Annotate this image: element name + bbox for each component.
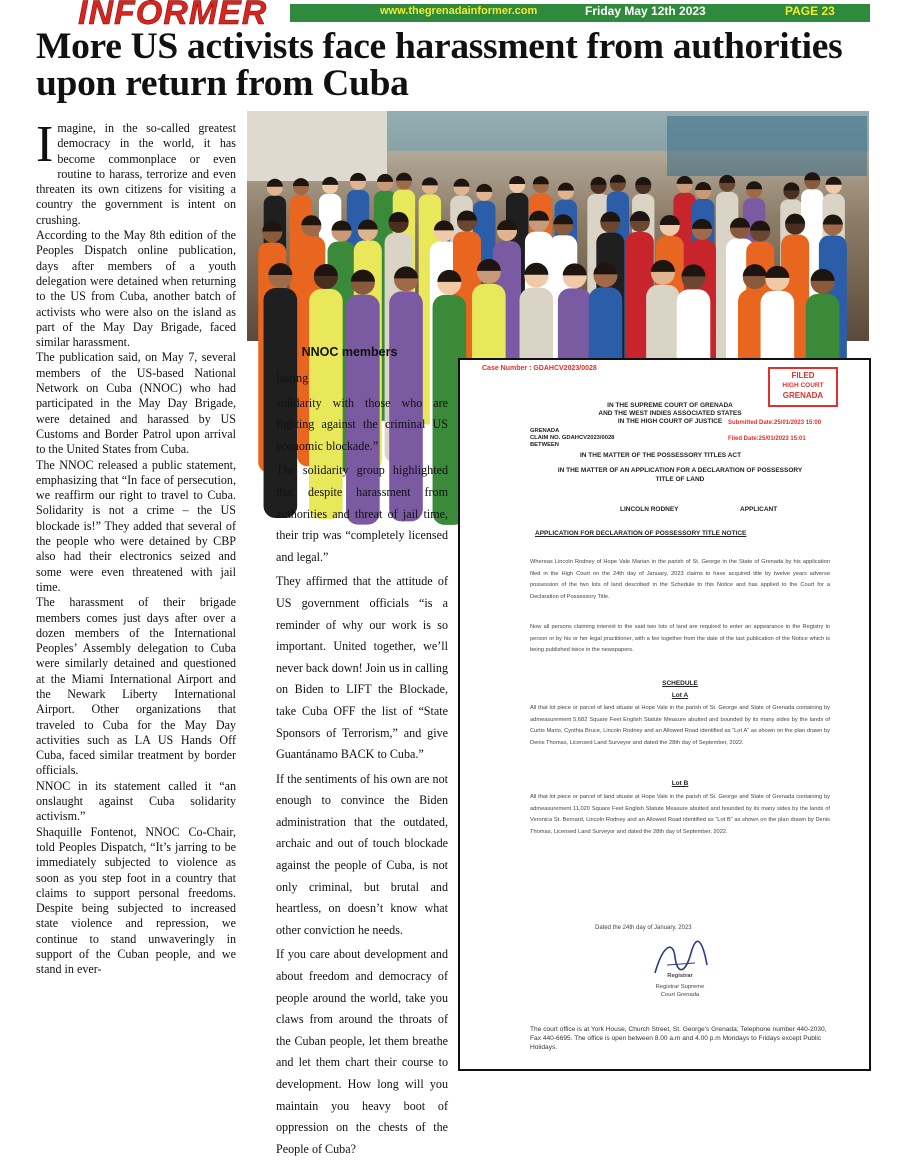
lot-b-description: All that lot piece or parcel of land situate at Hope Vale in the parish of St. George and State of Grenada containing by admeasurement 11,020 Square Feet English Statute Measure abutted and bounded by its many sides by the lands of Veronica St. Bernard, Lincoln Rodney and an Allowed Road identified as “Lot B” as shown on the plan drawn by Denis Thomas, Licensed Land Surveyor and dated the 28th day of September, 2022. [530,794,830,835]
lot-a-description: All that lot piece or parcel of land situate at Hope Vale in the parish of St. George and State of Grenada containing by admeasurement 5,682 Square Feet English Statute Measure abutted and bounded by its many sides by the lands of Curtis Mario, Cynthia Bruce, Lincoln Rodney and an Allowed Road identified as “Lot A” as shown on the plan drawn by Denis Thomas, Licensed Land Surveyor and dated the 28th day of September, 2022. [530,705,830,746]
lot-b-heading: Lot B [671,780,689,787]
masthead-bar [290,4,870,22]
article-paragraph: solidarity with those who are fighting against the criminal US economic blockade.” [276,395,448,453]
registrar-label: Registrar [667,973,693,979]
article-paragraph: If the sentiments of his own are not enough to convince the Biden administration that the outdated, archaic and out of touch blockade against the people of Cuba, is not only criminal, but brutal and heartless, on doesn’t know what other conviction he needs. [276,771,448,937]
applicant-name: LINCOLN RODNEY [620,506,679,513]
photo-caption: NNOC members [301,345,398,359]
article-paragraph: Shaquille Fontenot, NNOC Co-Chair, told Peoples Dispatch, “It’s jarring to be immediately subjected to violence as soon as you step foot in a country that claims to support personal freedoms. Despite being subjected to increased state violence and repression, we continue to stand unwaveringly in support of the Cuban people, and we stand in ever- [36,824,236,977]
masthead-url[interactable]: www.thegrenadainformer.com [380,5,538,17]
matter-line-1: IN THE MATTER OF THE POSSESSORY TITLES ACT [580,452,742,459]
group-photo [247,111,869,341]
court-notice [458,358,871,1071]
notice-paragraph-1: Whereas Lincoln Rodney of Hope Vale Marian in the parish of St. George in the State of Grenada by his application filed in the High Court on the 24th day of January, 2023 claims to have acquired title by twelve years adverse possession of the two lots of land described in the Schedule to this Notice and has applied to the Court for a Declaration of Possessory Title. [530,559,830,600]
article-paragraph: The publication said, on May 7, several members of the US-based National Network on Cuba (NNOC) who had participated in the May Day Brigade, were detained and harassed by US Customs and Border Patrol upon arrival to the United States from Cuba. [36,350,236,457]
filed-date: Filed Date:25/01/2023 15:01 [728,436,806,442]
article-paragraph: NNOC in its statement called it “an onslaught against Cuba solidarity activism.” [36,778,236,824]
court-office-footer: The court office is at York House, Church Street, St. George's Grenada; Telephone number 440-2030, Fax 440-6695. The office is open between 8.00 a.m and 4.00 p.m Mondays to Fridays except Public Holidays. [530,1026,827,1051]
lot-a-heading: Lot A [671,692,689,699]
article-paragraph: Imagine, in the so-called greatest democracy in the world, it has become commonplace or even routine to harass, terrorize and even threaten its own citizens for visiting a country the government is intent on crushing. [36,116,236,227]
article-paragraph: They affirmed that the attitude of US government officials “is a reminder of why our work is so important. United together, we’ll never back down! Join us in calling on Biden to LIFT the Blockade, take Cuba OFF the list of “State Sponsors of Terrorism,” and give Guantánamo BACK to Cuba.” [276,574,448,762]
article-paragraph: The harassment of their brigade members comes just days after over a dozen members of the International Peoples’ Assembly delegation to Cuba were similarly detained and questioned at the Miami International Airport and the Newark Liberty International Airport. Other organizations that traveled to Cuba for the May Day activities such as LA US Hands Off Cuba, faced similar treatment by border officials. [36,595,236,778]
masthead-page-number: PAGE 23 [785,4,835,18]
notice-paragraph-2: Now all persons claiming interest in the said two lots of land are required to enter an appearance in the Registry in person or by his or her legal practitioner, with a fee together from the date of the last publication of the Notice which is being published twice in the newspapers. [530,624,830,653]
article-paragraph: The solidarity group highlighted that despite harassment from authorities and threat of jail time, their trip was “completely licensed and legal.” [276,463,448,564]
masthead-date: Friday May 12th 2023 [585,4,706,18]
article-paragraph: The NNOC released a public statement, emphasizing that “In face of persecution, we reaffirm our right to travel to Cuba. Solidarity is not a crime – the US blockade is!” They added that several of the people who were detained by CBP also had their electronics seized and some were even threatened with jail time. [36,457,236,594]
claim-block: GRENADA CLAIM NO. GDAHCV2023/0028 BETWEEN [530,428,615,448]
registrar-title: Registrar Supreme [655,984,705,990]
masthead [0,0,900,32]
article-middle-column [276,368,448,1163]
group-photo-illustration [247,111,869,341]
matter-line-2: IN THE MATTER OF AN APPLICATION FOR A DECLARATION OF POSSESSORY TITLE OF LAND [557,467,803,483]
masthead-logo: INFORMER [78,0,268,32]
filed-stamp: FILED HIGH COURT GRENADA [768,367,838,407]
article-paragraph: According to the May 8th edition of the Peoples Dispatch online publication, days after members of a youth delegation were detained when returning to the US from Cuba, another batch of activists who were also on the island as part of the May Day Brigade, faced similar harassment. [36,228,236,350]
article-paragraph: If you care about development and about freedom and democracy of people around the world, take you claws from around the throats of the Cuban people, let them breathe and let them chart their course to development. How long will you maintain you heavy boot of oppression on the chests of the People of Cuba? [276,947,448,1156]
registrar-court: Court Grenada [660,992,700,998]
submitted-date: Submitted Date:25/01/2023 15:00 [728,420,822,426]
article-paragraph: lasting [276,371,309,385]
article-headline: More US activists face harassment from authorities upon return from Cuba [36,26,843,104]
article-left-column [36,116,236,978]
drop-cap: I [36,116,54,173]
case-number: Case Number : GDAHCV2023/0028 [482,365,597,372]
court-heading: IN THE SUPREME COURT OF GRENADA AND THE WEST INDIES ASSOCIATED STATES IN THE HIGH COURT OF JUSTICE [598,402,742,425]
schedule-heading: SCHEDULE [662,680,698,687]
applicant-label: APPLICANT [740,506,778,513]
notice-title: APPLICATION FOR DECLARATION OF POSSESSORY TITLE NOTICE [535,530,747,537]
dated-line: Dated the 24th day of January, 2023 [595,925,692,931]
